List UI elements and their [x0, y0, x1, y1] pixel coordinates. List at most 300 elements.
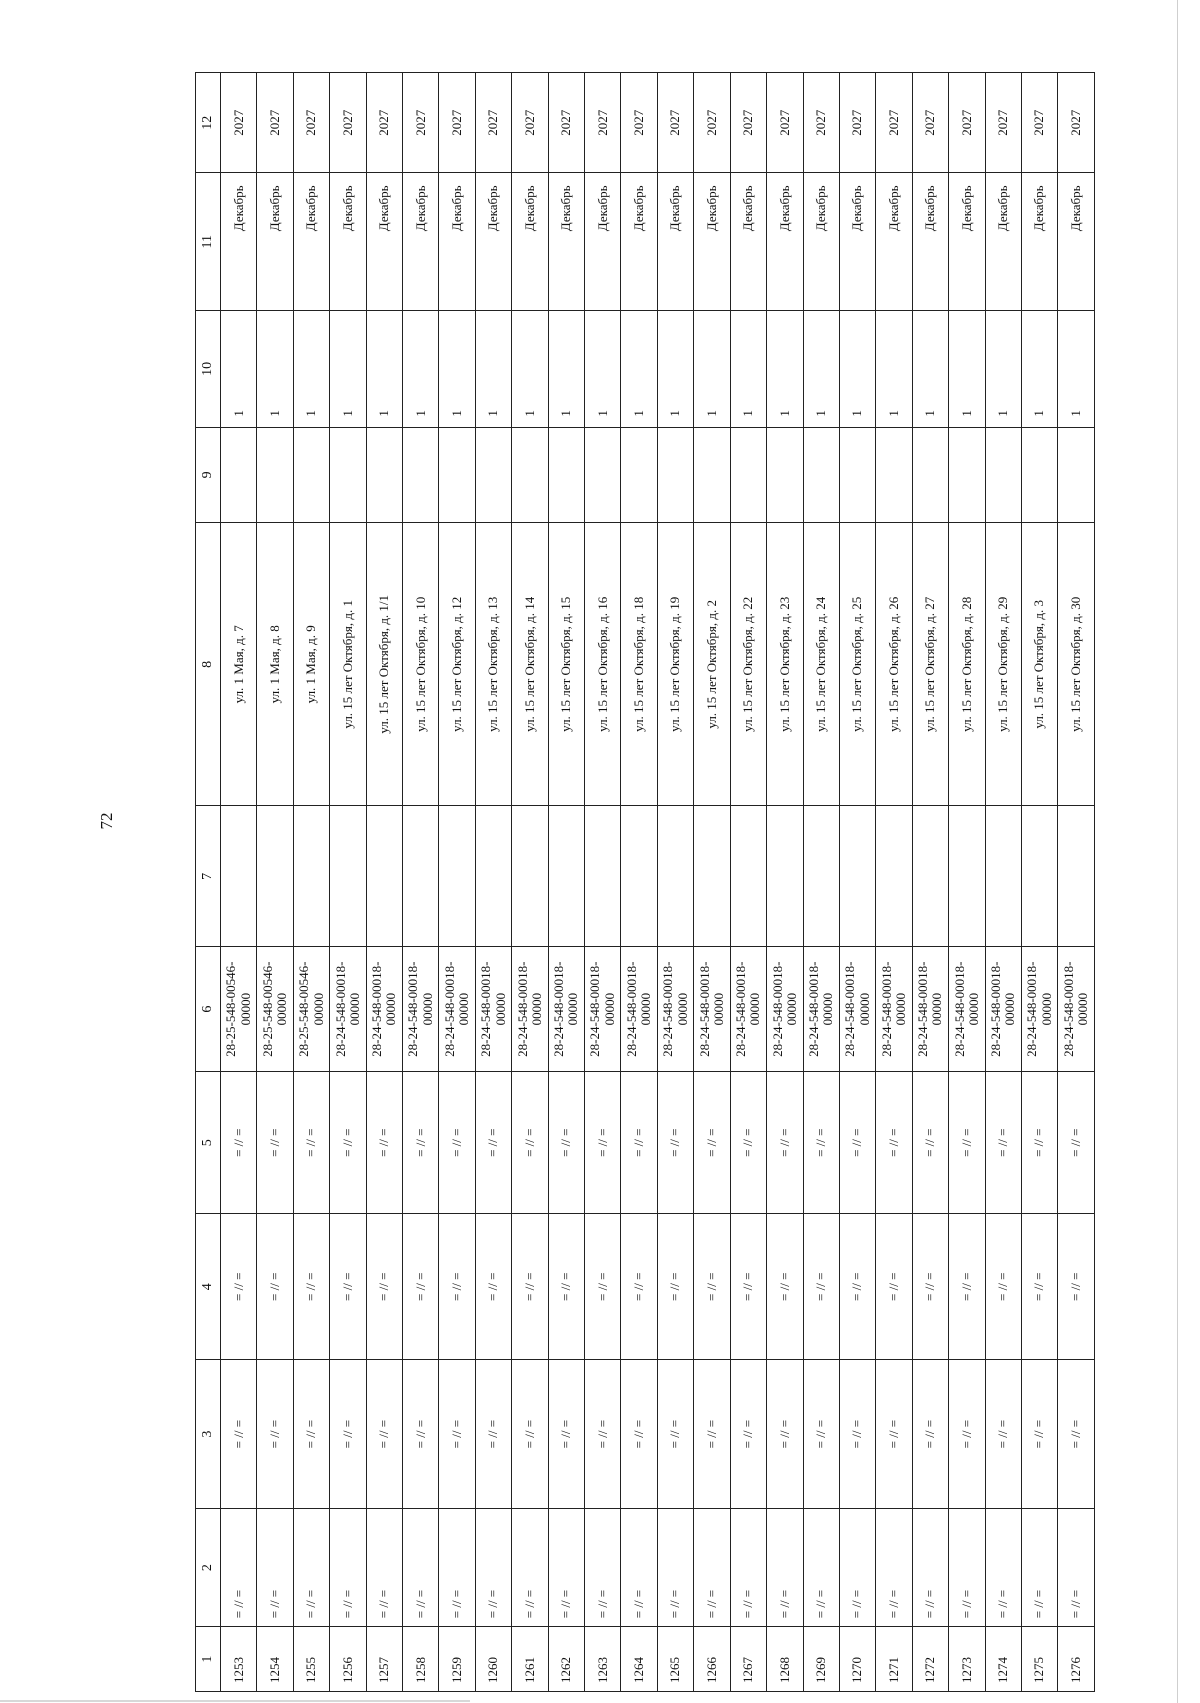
table-cell-col-6: 28-24-548-00018-00000 — [439, 947, 475, 1072]
column-header: 9 — [196, 427, 221, 523]
table-cell-col-7 — [803, 806, 839, 947]
table-cell-col-1: 1271 — [876, 1627, 912, 1692]
table-cell-col-2: = // = — [621, 1509, 657, 1627]
table-cell-col-9 — [257, 427, 293, 523]
table-cell-col-4: = // = — [439, 1214, 475, 1360]
table-cell-col-11: Декабрь — [366, 173, 402, 311]
table-row — [1021, 73, 1057, 1692]
table-cell-col-12: 2027 — [439, 73, 475, 173]
table-cell-col-11: Декабрь — [403, 173, 439, 311]
table-cell-col-12: 2027 — [366, 73, 402, 173]
table-cell-col-12: 2027 — [221, 73, 257, 173]
table-cell-col-1: 1274 — [985, 1627, 1021, 1692]
table-cell-col-2: = // = — [293, 1509, 329, 1627]
table-cell-col-8: ул. 15 лет Октября, д. 2 — [694, 523, 730, 806]
table-cell-col-11: Декабрь — [439, 173, 475, 311]
table-cell-col-12: 2027 — [475, 73, 511, 173]
table-cell-col-9 — [585, 427, 621, 523]
table-cell-col-3: = // = — [439, 1360, 475, 1509]
table-row — [912, 73, 948, 1692]
table-cell-col-5: = // = — [439, 1071, 475, 1213]
table-row — [621, 73, 657, 1692]
table-cell-col-2: = // = — [512, 1509, 548, 1627]
table-cell-col-5: = // = — [803, 1071, 839, 1213]
table-row — [803, 73, 839, 1692]
table-cell-col-12: 2027 — [403, 73, 439, 173]
table-row — [366, 73, 402, 1692]
table-cell-col-12: 2027 — [257, 73, 293, 173]
table-cell-col-8: ул. 15 лет Октября, д. 1 — [330, 523, 366, 806]
table-cell-col-8: ул. 15 лет Октября, д. 15 — [548, 523, 584, 806]
table-cell-col-3: = // = — [221, 1360, 257, 1509]
table-cell-col-7 — [767, 806, 803, 947]
table-cell-col-4: = // = — [912, 1214, 948, 1360]
table-cell-col-7 — [657, 806, 693, 947]
table-cell-col-11: Декабрь — [839, 173, 875, 311]
table-cell-col-7 — [949, 806, 985, 947]
table-cell-col-12: 2027 — [985, 73, 1021, 173]
table-cell-col-4: = // = — [730, 1214, 766, 1360]
table-row — [876, 73, 912, 1692]
table-cell-col-5: = // = — [876, 1071, 912, 1213]
table-cell-col-1: 1261 — [512, 1627, 548, 1692]
table-cell-col-7 — [366, 806, 402, 947]
table-cell-col-6: 28-24-548-00018-00000 — [767, 947, 803, 1072]
table-cell-col-8: ул. 1 Мая, д. 7 — [221, 523, 257, 806]
table-cell-col-7 — [293, 806, 329, 947]
table-cell-col-12: 2027 — [876, 73, 912, 173]
table-cell-col-7 — [694, 806, 730, 947]
table-cell-col-5: = // = — [1058, 1071, 1095, 1213]
column-header: 5 — [196, 1071, 221, 1213]
table-cell-col-5: = // = — [730, 1071, 766, 1213]
table-cell-col-12: 2027 — [1021, 73, 1057, 173]
table-row — [585, 73, 621, 1692]
table-row — [694, 73, 730, 1692]
table-cell-col-7 — [985, 806, 1021, 947]
table-cell-col-4: = // = — [366, 1214, 402, 1360]
table-cell-col-6: 28-24-548-00018-00000 — [1021, 947, 1057, 1072]
table-cell-col-12: 2027 — [1058, 73, 1095, 173]
table-cell-col-6: 28-24-548-00018-00000 — [512, 947, 548, 1072]
table-cell-col-11: Декабрь — [221, 173, 257, 311]
table-cell-col-4: = // = — [657, 1214, 693, 1360]
table-cell-col-2: = // = — [985, 1509, 1021, 1627]
table-row — [949, 73, 985, 1692]
table-cell-col-1: 1270 — [839, 1627, 875, 1692]
table-cell-col-12: 2027 — [657, 73, 693, 173]
table-cell-col-1: 1258 — [403, 1627, 439, 1692]
table-cell-col-12: 2027 — [512, 73, 548, 173]
table-row — [257, 73, 293, 1692]
table-cell-col-6: 28-24-548-00018-00000 — [985, 947, 1021, 1072]
table-cell-col-3: = // = — [1058, 1360, 1095, 1509]
table-cell-col-5: = // = — [912, 1071, 948, 1213]
table-cell-col-3: = // = — [366, 1360, 402, 1509]
table-cell-col-5: = // = — [694, 1071, 730, 1213]
table-cell-col-8: ул. 15 лет Октября, д. 26 — [876, 523, 912, 806]
table-cell-col-6: 28-24-548-00018-00000 — [657, 947, 693, 1072]
table-cell-col-3: = // = — [839, 1360, 875, 1509]
table-cell-col-11: Декабрь — [475, 173, 511, 311]
table-cell-col-4: = // = — [257, 1214, 293, 1360]
table-cell-col-2: = // = — [839, 1509, 875, 1627]
table-cell-col-9 — [949, 427, 985, 523]
column-header: 10 — [196, 311, 221, 428]
table-cell-col-12: 2027 — [330, 73, 366, 173]
table-cell-col-12: 2027 — [949, 73, 985, 173]
table-cell-col-6: 28-24-548-00018-00000 — [330, 947, 366, 1072]
table-cell-col-3: = // = — [621, 1360, 657, 1509]
table-cell-col-1: 1262 — [548, 1627, 584, 1692]
table-cell-col-10: 1 — [403, 311, 439, 428]
table-cell-col-9 — [803, 427, 839, 523]
table-cell-col-3: = // = — [767, 1360, 803, 1509]
table-cell-col-12: 2027 — [585, 73, 621, 173]
table-cell-col-8: ул. 15 лет Октября, д. 14 — [512, 523, 548, 806]
table-cell-col-10: 1 — [221, 311, 257, 428]
table-cell-col-7 — [403, 806, 439, 947]
table-cell-col-5: = // = — [293, 1071, 329, 1213]
table-cell-col-8: ул. 15 лет Октября, д. 29 — [985, 523, 1021, 806]
table-cell-col-2: = // = — [221, 1509, 257, 1627]
table-body — [221, 73, 1095, 1692]
table-cell-col-8: ул. 15 лет Октября, д. 18 — [621, 523, 657, 806]
table-cell-col-4: = // = — [876, 1214, 912, 1360]
table-cell-col-4: = // = — [293, 1214, 329, 1360]
table-cell-col-5: = // = — [475, 1071, 511, 1213]
table-cell-col-7 — [912, 806, 948, 947]
table-cell-col-11: Декабрь — [876, 173, 912, 311]
table-row — [330, 73, 366, 1692]
table-cell-col-12: 2027 — [767, 73, 803, 173]
table-cell-col-2: = // = — [1058, 1509, 1095, 1627]
table-cell-col-3: = // = — [803, 1360, 839, 1509]
column-header: 3 — [196, 1360, 221, 1509]
table-cell-col-10: 1 — [475, 311, 511, 428]
table-cell-col-7 — [1021, 806, 1057, 947]
table-cell-col-10: 1 — [585, 311, 621, 428]
table-cell-col-6: 28-24-548-00018-00000 — [548, 947, 584, 1072]
table-cell-col-1: 1255 — [293, 1627, 329, 1692]
table-cell-col-4: = // = — [767, 1214, 803, 1360]
table-cell-col-10: 1 — [330, 311, 366, 428]
table-cell-col-3: = // = — [585, 1360, 621, 1509]
table-cell-col-11: Декабрь — [1058, 173, 1095, 311]
table-cell-col-6: 28-24-548-00018-00000 — [949, 947, 985, 1072]
table-cell-col-10: 1 — [293, 311, 329, 428]
table-cell-col-9 — [366, 427, 402, 523]
table-cell-col-9 — [330, 427, 366, 523]
table-cell-col-2: = // = — [657, 1509, 693, 1627]
column-header: 2 — [196, 1509, 221, 1627]
table-cell-col-9 — [1058, 427, 1095, 523]
table-cell-col-10: 1 — [876, 311, 912, 428]
table-row — [512, 73, 548, 1692]
table-cell-col-8: ул. 15 лет Октября, д. 28 — [949, 523, 985, 806]
table-cell-col-5: = // = — [221, 1071, 257, 1213]
table-cell-col-1: 1259 — [439, 1627, 475, 1692]
table-cell-col-10: 1 — [949, 311, 985, 428]
table-cell-col-7 — [730, 806, 766, 947]
table-cell-col-1: 1266 — [694, 1627, 730, 1692]
table-cell-col-6: 28-25-548-00546-00000 — [221, 947, 257, 1072]
table-cell-col-2: = // = — [257, 1509, 293, 1627]
table-cell-col-6: 28-24-548-00018-00000 — [912, 947, 948, 1072]
table-cell-col-11: Декабрь — [293, 173, 329, 311]
table-cell-col-12: 2027 — [839, 73, 875, 173]
table-cell-col-5: = // = — [366, 1071, 402, 1213]
table-cell-col-11: Декабрь — [512, 173, 548, 311]
column-header: 4 — [196, 1214, 221, 1360]
table-cell-col-10: 1 — [1021, 311, 1057, 428]
table-cell-col-6: 28-24-548-00018-00000 — [1058, 947, 1095, 1072]
table-row — [839, 73, 875, 1692]
table-cell-col-5: = // = — [949, 1071, 985, 1213]
table-cell-col-9 — [839, 427, 875, 523]
table-cell-col-8: ул. 1 Мая, д. 8 — [257, 523, 293, 806]
table-row — [767, 73, 803, 1692]
table-cell-col-3: = // = — [949, 1360, 985, 1509]
table-cell-col-4: = // = — [1021, 1214, 1057, 1360]
table-cell-col-8: ул. 15 лет Октября, д. 24 — [803, 523, 839, 806]
scan-edge-line — [1177, 0, 1178, 1703]
table-cell-col-6: 28-24-548-00018-00000 — [366, 947, 402, 1072]
table-cell-col-7 — [330, 806, 366, 947]
table-cell-col-5: = // = — [621, 1071, 657, 1213]
table-cell-col-3: = // = — [257, 1360, 293, 1509]
table-cell-col-4: = // = — [221, 1214, 257, 1360]
table-cell-col-7 — [512, 806, 548, 947]
table-cell-col-10: 1 — [985, 311, 1021, 428]
column-header: 7 — [196, 806, 221, 947]
table-cell-col-10: 1 — [839, 311, 875, 428]
table-row — [293, 73, 329, 1692]
table-row — [1058, 73, 1095, 1692]
table-cell-col-1: 1257 — [366, 1627, 402, 1692]
table-cell-col-7 — [475, 806, 511, 947]
table-cell-col-10: 1 — [257, 311, 293, 428]
table-cell-col-11: Декабрь — [694, 173, 730, 311]
table-cell-col-8: ул. 15 лет Октября, д. 12 — [439, 523, 475, 806]
table-cell-col-8: ул. 15 лет Октября, д. 3 — [1021, 523, 1057, 806]
table-cell-col-5: = // = — [839, 1071, 875, 1213]
table-cell-col-8: ул. 15 лет Октября, д. 10 — [403, 523, 439, 806]
table-cell-col-6: 28-24-548-00018-00000 — [585, 947, 621, 1072]
table-cell-col-2: = // = — [475, 1509, 511, 1627]
table-cell-col-2: = // = — [949, 1509, 985, 1627]
table-cell-col-11: Декабрь — [548, 173, 584, 311]
table-cell-col-1: 1263 — [585, 1627, 621, 1692]
table-cell-col-11: Декабрь — [330, 173, 366, 311]
table-cell-col-7 — [876, 806, 912, 947]
table-cell-col-3: = // = — [475, 1360, 511, 1509]
table-cell-col-10: 1 — [730, 311, 766, 428]
table-cell-col-12: 2027 — [912, 73, 948, 173]
table-cell-col-4: = // = — [512, 1214, 548, 1360]
table-cell-col-11: Декабрь — [767, 173, 803, 311]
table-cell-col-10: 1 — [512, 311, 548, 428]
table-cell-col-5: = // = — [257, 1071, 293, 1213]
table-cell-col-1: 1268 — [767, 1627, 803, 1692]
table-cell-col-10: 1 — [694, 311, 730, 428]
table-cell-col-5: = // = — [330, 1071, 366, 1213]
table-cell-col-3: = // = — [912, 1360, 948, 1509]
rotated-table-container — [195, 72, 1095, 1692]
table-cell-col-11: Декабрь — [949, 173, 985, 311]
table-row — [730, 73, 766, 1692]
column-header: 8 — [196, 523, 221, 806]
table-cell-col-1: 1269 — [803, 1627, 839, 1692]
table-cell-col-1: 1273 — [949, 1627, 985, 1692]
table-cell-col-7 — [1058, 806, 1095, 947]
table-cell-col-5: = // = — [1021, 1071, 1057, 1213]
table-cell-col-3: = // = — [548, 1360, 584, 1509]
table-cell-col-2: = // = — [694, 1509, 730, 1627]
table-cell-col-8: ул. 15 лет Октября, д. 16 — [585, 523, 621, 806]
table-cell-col-11: Декабрь — [657, 173, 693, 311]
table-cell-col-7 — [585, 806, 621, 947]
table-cell-col-7 — [221, 806, 257, 947]
table-cell-col-9 — [221, 427, 257, 523]
table-cell-col-4: = // = — [621, 1214, 657, 1360]
table-cell-col-9 — [621, 427, 657, 523]
table-cell-col-12: 2027 — [730, 73, 766, 173]
table-row — [475, 73, 511, 1692]
table-cell-col-6: 28-25-548-00546-00000 — [293, 947, 329, 1072]
table-cell-col-1: 1272 — [912, 1627, 948, 1692]
table-cell-col-8: ул. 15 лет Октября, д. 13 — [475, 523, 511, 806]
table-cell-col-9 — [694, 427, 730, 523]
table-cell-col-5: = // = — [585, 1071, 621, 1213]
table-cell-col-8: ул. 15 лет Октября, д. 1/1 — [366, 523, 402, 806]
table-cell-col-11: Декабрь — [1021, 173, 1057, 311]
column-header: 11 — [196, 173, 221, 311]
table-cell-col-9 — [475, 427, 511, 523]
table-cell-col-2: = // = — [403, 1509, 439, 1627]
table-row — [403, 73, 439, 1692]
table-row — [439, 73, 475, 1692]
column-header: 12 — [196, 73, 221, 173]
table-cell-col-4: = // = — [330, 1214, 366, 1360]
column-header: 6 — [196, 947, 221, 1072]
table-cell-col-3: = // = — [657, 1360, 693, 1509]
table-cell-col-2: = // = — [876, 1509, 912, 1627]
table-cell-col-4: = // = — [1058, 1214, 1095, 1360]
table-cell-col-1: 1275 — [1021, 1627, 1057, 1692]
table-cell-col-3: = // = — [730, 1360, 766, 1509]
table-cell-col-7 — [839, 806, 875, 947]
table-cell-col-12: 2027 — [694, 73, 730, 173]
table-cell-col-10: 1 — [366, 311, 402, 428]
table-cell-col-12: 2027 — [621, 73, 657, 173]
table-row — [221, 73, 257, 1692]
table-cell-col-7 — [548, 806, 584, 947]
table-cell-col-2: = // = — [767, 1509, 803, 1627]
table-cell-col-1: 1254 — [257, 1627, 293, 1692]
table-cell-col-1: 1276 — [1058, 1627, 1095, 1692]
table-cell-col-2: = // = — [330, 1509, 366, 1627]
table-cell-col-9 — [730, 427, 766, 523]
table-cell-col-11: Декабрь — [257, 173, 293, 311]
table-cell-col-12: 2027 — [548, 73, 584, 173]
table-cell-col-9 — [548, 427, 584, 523]
table-cell-col-6: 28-24-548-00018-00000 — [839, 947, 875, 1072]
table-cell-col-10: 1 — [767, 311, 803, 428]
table-cell-col-10: 1 — [621, 311, 657, 428]
table-cell-col-4: = // = — [694, 1214, 730, 1360]
table-cell-col-6: 28-24-548-00018-00000 — [876, 947, 912, 1072]
table-cell-col-9 — [293, 427, 329, 523]
table-cell-col-2: = // = — [585, 1509, 621, 1627]
table-cell-col-8: ул. 15 лет Октября, д. 30 — [1058, 523, 1095, 806]
table-cell-col-2: = // = — [1021, 1509, 1057, 1627]
table-cell-col-12: 2027 — [293, 73, 329, 173]
document-table — [195, 72, 1095, 1692]
table-row — [985, 73, 1021, 1692]
table-cell-col-3: = // = — [876, 1360, 912, 1509]
table-cell-col-4: = // = — [985, 1214, 1021, 1360]
column-header: 1 — [196, 1627, 221, 1692]
table-cell-col-7 — [257, 806, 293, 947]
table-cell-col-6: 28-24-548-00018-00000 — [730, 947, 766, 1072]
table-cell-col-3: = // = — [985, 1360, 1021, 1509]
table-cell-col-8: ул. 15 лет Октября, д. 19 — [657, 523, 693, 806]
table-cell-col-9 — [439, 427, 475, 523]
table-cell-col-3: = // = — [330, 1360, 366, 1509]
table-cell-col-2: = // = — [803, 1509, 839, 1627]
table-row — [657, 73, 693, 1692]
table-cell-col-10: 1 — [548, 311, 584, 428]
table-cell-col-5: = // = — [548, 1071, 584, 1213]
table-cell-col-9 — [657, 427, 693, 523]
table-cell-col-4: = // = — [839, 1214, 875, 1360]
table-cell-col-3: = // = — [293, 1360, 329, 1509]
table-cell-col-9 — [512, 427, 548, 523]
table-cell-col-3: = // = — [1021, 1360, 1057, 1509]
table-cell-col-12: 2027 — [803, 73, 839, 173]
table-cell-col-11: Декабрь — [585, 173, 621, 311]
table-cell-col-9 — [767, 427, 803, 523]
table-cell-col-7 — [439, 806, 475, 947]
table-cell-col-3: = // = — [512, 1360, 548, 1509]
table-cell-col-11: Декабрь — [912, 173, 948, 311]
table-cell-col-4: = // = — [803, 1214, 839, 1360]
table-cell-col-10: 1 — [439, 311, 475, 428]
table-cell-col-10: 1 — [803, 311, 839, 428]
table-cell-col-4: = // = — [475, 1214, 511, 1360]
table-cell-col-6: 28-24-548-00018-00000 — [694, 947, 730, 1072]
table-cell-col-1: 1260 — [475, 1627, 511, 1692]
table-row — [548, 73, 584, 1692]
table-cell-col-9 — [403, 427, 439, 523]
table-cell-col-1: 1256 — [330, 1627, 366, 1692]
table-cell-col-1: 1265 — [657, 1627, 693, 1692]
table-cell-col-5: = // = — [512, 1071, 548, 1213]
table-cell-col-2: = // = — [730, 1509, 766, 1627]
table-cell-col-11: Декабрь — [730, 173, 766, 311]
table-cell-col-4: = // = — [548, 1214, 584, 1360]
table-cell-col-6: 28-25-548-00546-00000 — [257, 947, 293, 1072]
table-cell-col-1: 1253 — [221, 1627, 257, 1692]
table-cell-col-2: = // = — [912, 1509, 948, 1627]
table-cell-col-3: = // = — [403, 1360, 439, 1509]
table-cell-col-8: ул. 15 лет Октября, д. 22 — [730, 523, 766, 806]
table-cell-col-4: = // = — [949, 1214, 985, 1360]
table-cell-col-8: ул. 15 лет Октября, д. 25 — [839, 523, 875, 806]
table-cell-col-1: 1267 — [730, 1627, 766, 1692]
table-cell-col-5: = // = — [403, 1071, 439, 1213]
